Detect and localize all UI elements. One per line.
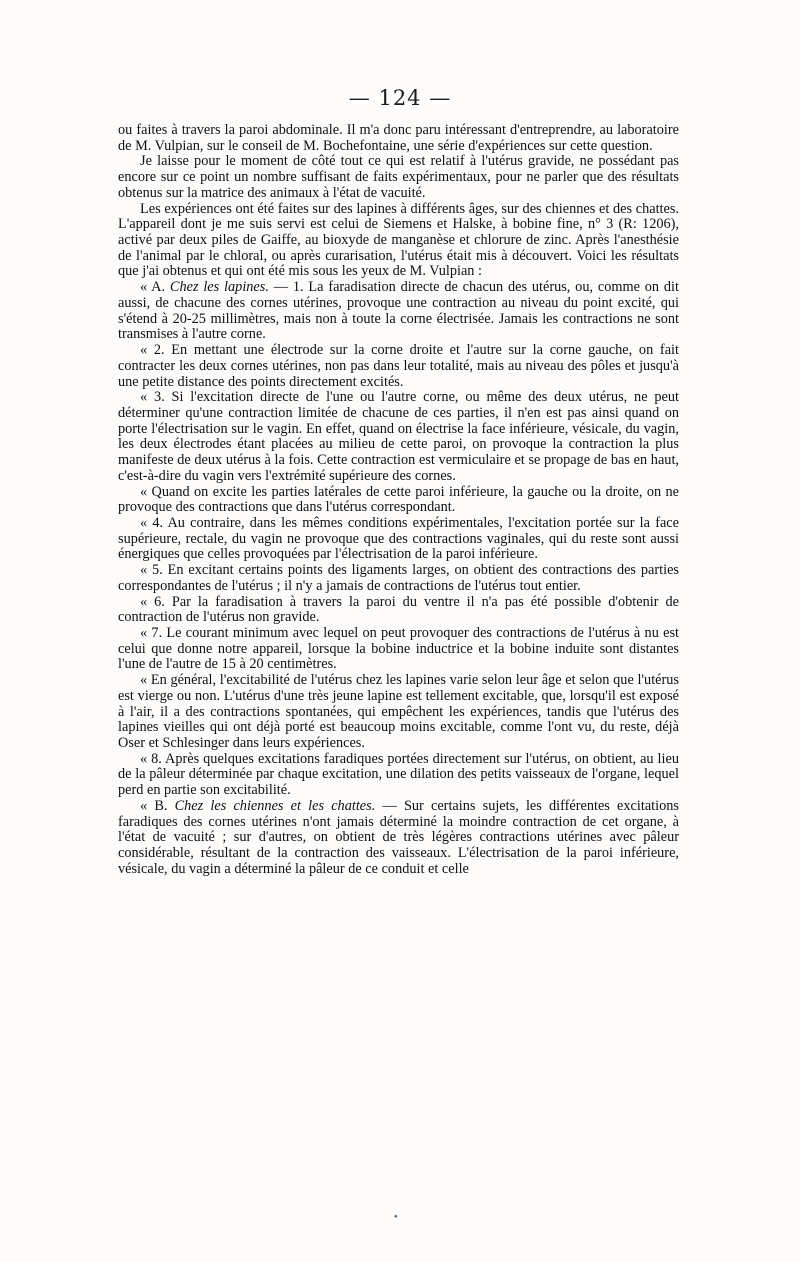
paragraph: « 7. Le courant minimum avec lequel on peut provoquer des contractions de l'utérus à nu est celui que donne notre appareil, lorsque la bobine inductrice et la bobine induite sont distantes l'une de l'autre de 15 à 20 centimètres. xyxy=(118,625,679,673)
paragraph: ou faites à travers la paroi abdominale. Il m'a donc paru intéressant d'entreprendre, au laboratoire de M. Vulpian, sur le conseil de M. Bochefontaine, une série d'expériences sur cette question. xyxy=(118,122,679,154)
paragraph-section-b xyxy=(118,799,679,878)
paragraph: « 8. Après quelques excitations faradiques portées directement sur l'utérus, on obtient, au lieu de la pâleur déterminée par chaque excitation, une dilation des petits vaisseaux de l'organe, lequel perd en partie son excitabilité. xyxy=(118,750,679,799)
paragraph: « Quand on excite les parties latérales de cette paroi inférieure, la gauche ou la droite, on ne provoque des contractions que dans l'utérus correspondant. xyxy=(118,483,679,516)
paragraph-section-a xyxy=(118,280,679,343)
paragraph: « En général, l'excitabilité de l'utérus chez les lapines varie selon leur âge et selon que l'utérus est vierge ou non. L'utérus d'une très jeune lapine est tellement excitable, que, lorsqu'il est exposé à l'air, il a des contractions spontanées, qui empêchent les expériences, tandis que l'utérus des lapines vieilles qui ont déjà porté est beaucoup moins excitable, comme l'ont vu, du reste, déjà Oser et Schlesinger dans leurs expériences. xyxy=(118,672,679,752)
paragraph: « 2. En mettant une électrode sur la corne droite et l'autre sur la corne gauche, on fait contracter les deux cornes utérines, non pas dans leur totalité, mais au niveau des pôles et jusqu'à une petite distance des points directement excités. xyxy=(118,342,679,390)
paragraph: « 6. Par la faradisation à travers la paroi du ventre il n'a pas été possible d'obtenir de contraction de l'utérus non gravide. xyxy=(118,593,679,626)
section-heading-lapines: Chez les lapines. xyxy=(169,279,269,296)
paragraph: « 3. Si l'excitation directe de l'une ou l'autre corne, ou même des deux utérus, ne peut déterminer qu'une contraction limitée de chacune de ces parties, il n'en est pas ainsi quand on porte l'électrisation sur le vagin. En effet, quand on électrise la face inférieure, vésicale, du vagin, les deux électrodes étant placées au milieu de cette paroi, on provoque la contraction la plus manifeste de deux utérus à la fois. Cette contraction est vermiculaire et se propage de bas en haut, c'est-à-dire du vagin vers l'extrémité supérieure des cornes. xyxy=(118,389,679,484)
print-mark: • xyxy=(394,1212,398,1223)
section-heading-chiennes: Chez les chiennes et les chattes. xyxy=(174,797,376,814)
paragraph-prefix: « B. xyxy=(140,797,175,814)
paragraph: « 5. En excitant certains points des ligaments larges, on obtient des contractions des parties correspondantes de l'utérus ; il n'y a jamais de contractions de l'utérus tout entier. xyxy=(118,562,679,594)
page-number: — 124 — xyxy=(348,86,452,110)
body-text xyxy=(118,123,679,878)
paragraph: Je laisse pour le moment de côté tout ce qui est relatif à l'utérus gravide, ne possédant pas encore sur ce point un nombre suffisant de faits expérimentaux, pour ne parler que des résultats obtenus sur la matrice des animaux à l'état de vacuité. xyxy=(118,153,679,201)
paragraph-body: — Sur certains sujets, les différentes excitations faradiques des cornes utérines n'ont jamais déterminé la moindre contraction de cet organe, à l'état de vacuité ; sur d'autres, on obtient de très légères contractions utérines avec pâleur considérable, résultant de la contraction des vaisseaux. L'électrisation de la paroi inférieure, vésicale, du vagin a déterminé la pâleur de ce conduit et celle xyxy=(118,797,679,877)
paragraph-body: — 1. La faradisation directe de chacun des utérus, ou, comme on dit aussi, de chacune des cornes utérines, provoque une contraction au niveau du point excité, qui s'étend à 20-25 millimètres, mais non à toute la corne électrisée. Jamais les contractions ne sont transmises à l'autre corne. xyxy=(118,279,679,343)
paragraph: Les expériences ont été faites sur des lapines à différents âges, sur des chiennes et des chattes. L'appareil dont je me suis servi est celui de Siemens et Halske, à bobine fine, n° 3 (R: 1206), activé par deux piles de Gaiffe, au bioxyde de manganèse et chlorure de zinc. Après l'anesthésie de l'animal par le chloral, ou après curarisation, l'utérus était mis à découvert. Voici les résultats que j'ai obtenus et qui ont été mis sous les yeux de M. Vulpian : xyxy=(118,200,679,280)
paragraph: « 4. Au contraire, dans les mêmes conditions expérimentales, l'excitation portée sur la face supérieure, rectale, du vagin ne provoque que des contractions vaginales, qui du reste sont aussi énergiques que celles provoquées par l'électrisation de la paroi inférieure. xyxy=(118,514,679,563)
paragraph-prefix: « A. xyxy=(140,279,170,296)
